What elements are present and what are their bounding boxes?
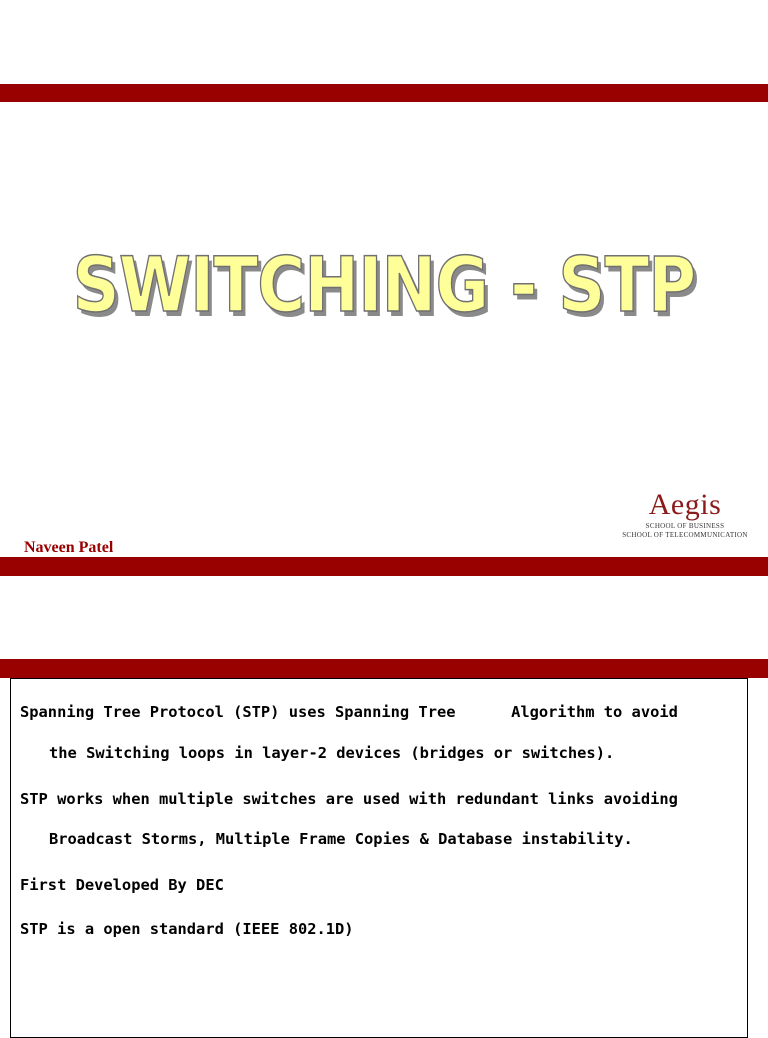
paragraph-1-line-2: the Switching loops in layer-2 devices (bridges or switches). [49,744,615,762]
slide2-header-bar [0,659,768,678]
paragraph-2-line-1: STP works when multiple switches are used with redundant links avoiding [20,790,678,808]
paragraph-3: First Developed By DEC [20,876,224,894]
logo-tagline-business: SCHOOL OF BUSINESS [645,522,725,530]
bottom-banner-bar [0,557,768,576]
author-name: Naveen Patel [24,539,114,556]
slide-title: SWITCHING - STP [72,240,696,329]
paragraph-1-line-1: Spanning Tree Protocol (STP) uses Spanning Tree Algorithm to avoid [20,703,678,721]
content-box [10,678,748,1038]
aegis-logo [618,488,752,540]
logo-wordmark: Aegis [648,488,722,521]
paragraph-2-line-2: Broadcast Storms, Multiple Frame Copies & Database instability. [49,830,633,848]
logo-tagline-telecom: SCHOOL OF TELECOMMUNICATION [622,531,748,539]
paragraph-4: STP is a open standard (IEEE 802.1D) [20,920,354,938]
top-banner-bar [0,84,768,102]
